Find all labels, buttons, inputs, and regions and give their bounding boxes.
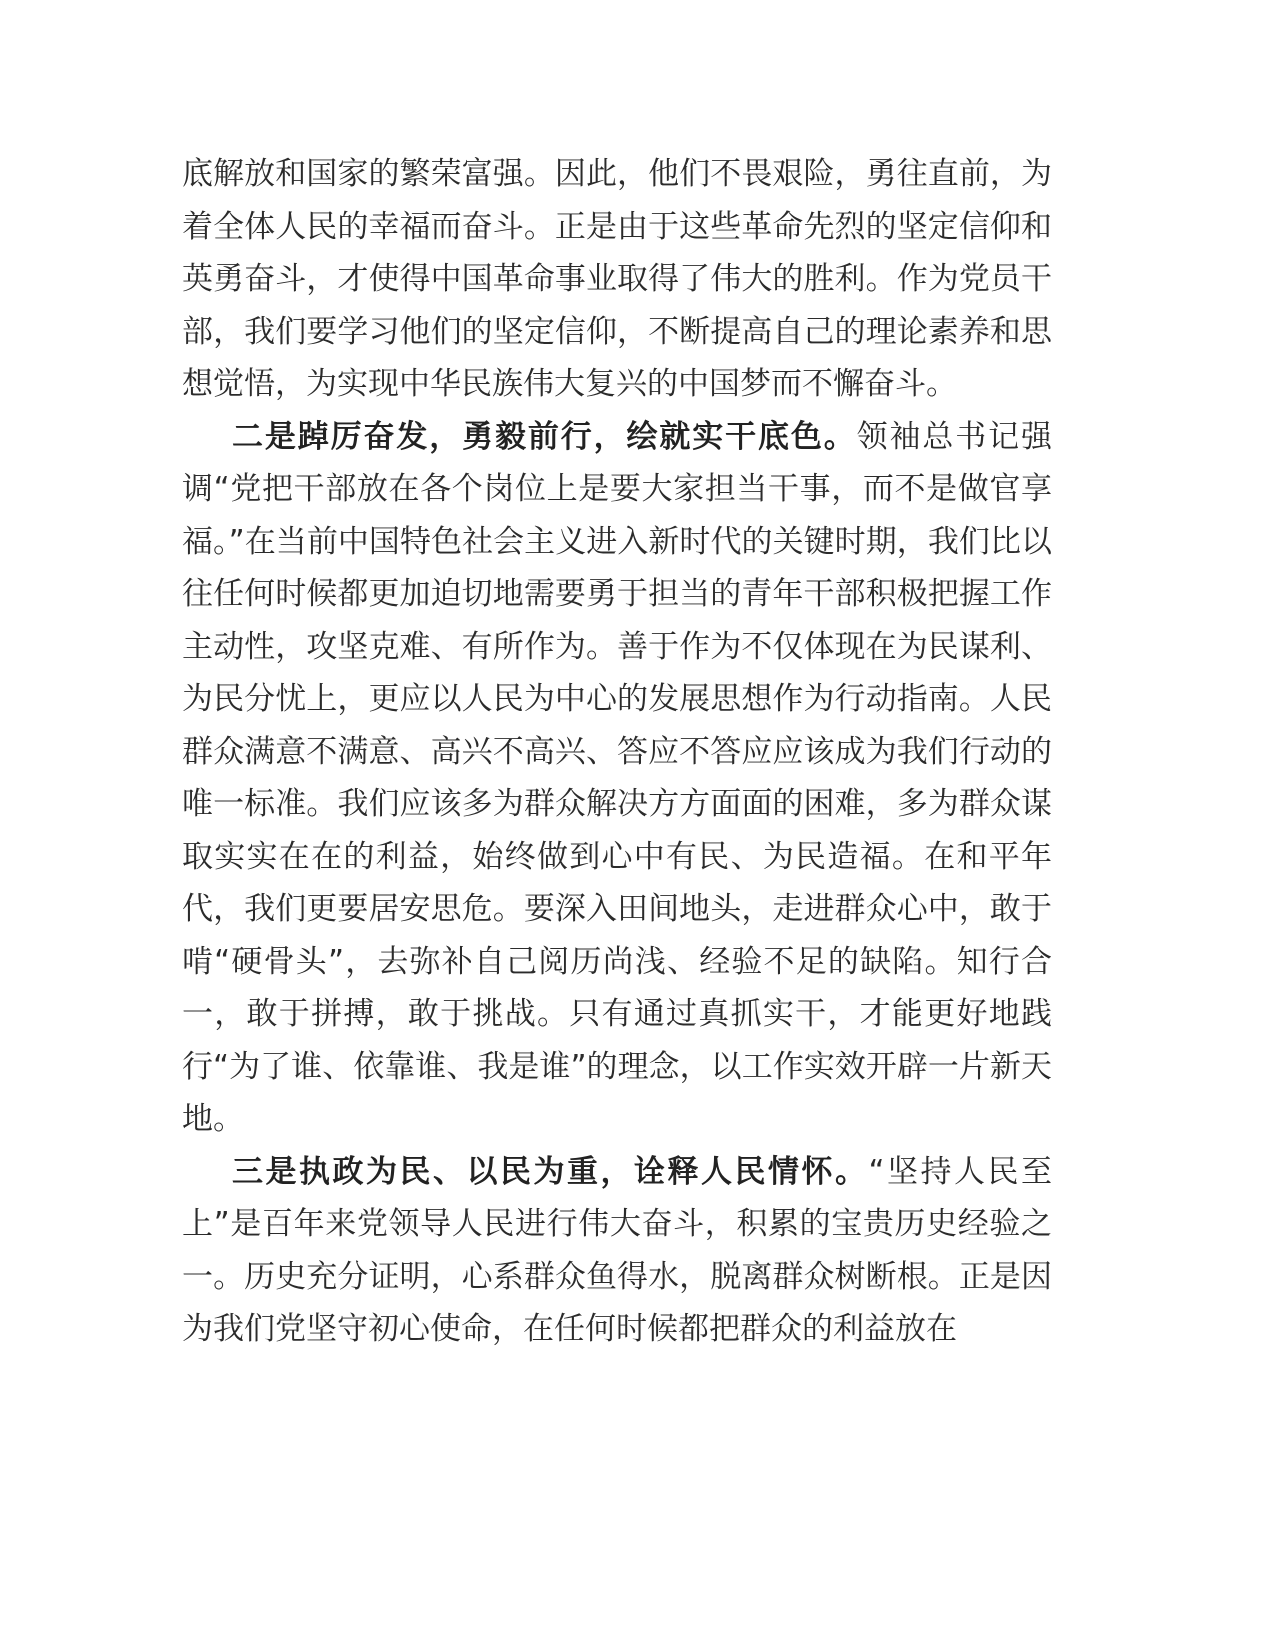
paragraph-heading: 三是执政为民、以民为重，诠释人民情怀。: [232, 1153, 869, 1190]
paragraph-continuation: [182, 148, 1052, 411]
paragraph-point-three: [182, 1146, 1052, 1356]
paragraph-point-two: [182, 411, 1052, 1146]
paragraph-text: “坚持人民至上”是百年来党领导人民进行伟大奋斗，积累的宝贵历史经验之一。历史充分证明，心系群众鱼得水，脱离群众树断根。正是因为我们党坚守初心使命，在任何时候都把群众的利益放在: [182, 1153, 1052, 1347]
document-body: [182, 148, 1052, 1356]
paragraph-heading: 二是踔厉奋发，勇毅前行，绘就实干底色。: [232, 418, 857, 455]
paragraph-text: 领袖总书记强调“党把干部放在各个岗位上是要大家担当干事，而不是做官享福。”在当前中国特色社会主义进入新时代的关键时期，我们比以往任何时候都更加迫切地需要勇于担当的青年干部积极把握工作主动性，攻坚克难、有所作为。善于作为不仅体现在为民谋利、为民分忧上，更应以人民为中心的发展思想作为行动指南。人民群众满意不满意、高兴不高兴、答应不答应应该成为我们行动的唯一标准。我们应该多为群众解决方方面面的困难，多为群众谋取实实在在的利益，始终做到心中有民、为民造福。在和平年代，我们更要居安思危。要深入田间地头，走进群众心中，敢于啃“硬骨头”，去弥补自己阅历尚浅、经验不足的缺陷。知行合一，敢于拼搏，敢于挑战。只有通过真抓实干，才能更好地践行“为了谁、依靠谁、我是谁”的理念，以工作实效开辟一片新天地。: [182, 418, 1052, 1137]
paragraph-text: 底解放和国家的繁荣富强。因此，他们不畏艰险，勇往直前，为着全体人民的幸福而奋斗。正是由于这些革命先烈的坚定信仰和英勇奋斗，才使得中国革命事业取得了伟大的胜利。作为党员干部，我们要学习他们的坚定信仰，不断提高自己的理论素养和思想觉悟，为实现中华民族伟大复兴的中国梦而不懈奋斗。: [182, 156, 1052, 402]
